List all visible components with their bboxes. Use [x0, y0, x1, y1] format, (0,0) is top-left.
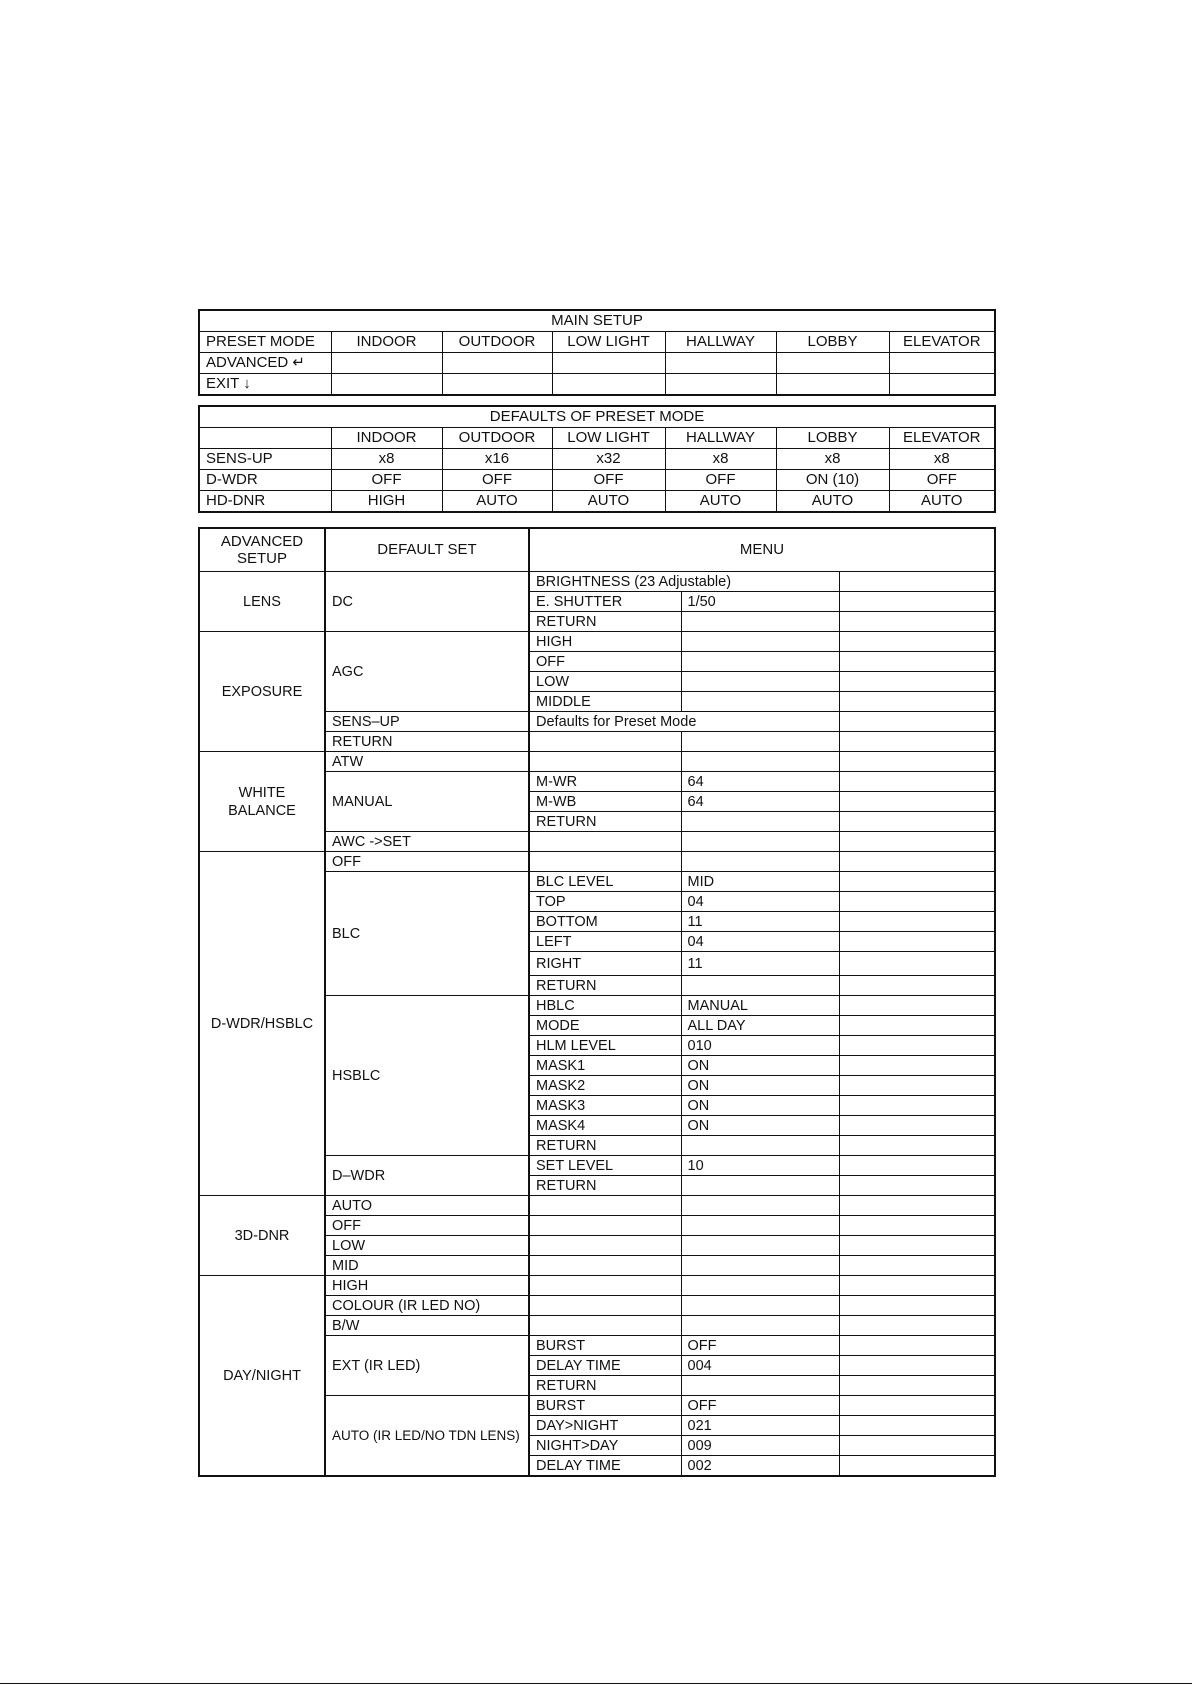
category-exposure: EXPOSURE — [199, 632, 325, 752]
menu-item — [529, 1236, 681, 1256]
main-setup-table — [198, 309, 996, 396]
table-row — [199, 572, 995, 592]
menu-item: Defaults for Preset Mode — [529, 712, 839, 732]
menu-value — [681, 832, 839, 852]
menu-value — [681, 1236, 839, 1256]
menu-value — [681, 1276, 839, 1296]
menu-value — [681, 1376, 839, 1396]
advanced-setup-table — [198, 527, 996, 1477]
menu-value — [681, 812, 839, 832]
table-row — [199, 428, 995, 449]
menu-item: BRIGHTNESS (23 Adjustable) — [529, 572, 839, 592]
menu-value: 010 — [681, 1036, 839, 1056]
menu-value — [681, 732, 839, 752]
menu-item — [529, 1216, 681, 1236]
default-blc: BLC — [325, 872, 529, 996]
menu-item: MASK3 — [529, 1096, 681, 1116]
row-label: D-WDR — [199, 470, 331, 491]
cell-value: AUTO — [552, 491, 665, 513]
default-high: HIGH — [325, 1276, 529, 1296]
page-footer-rule — [0, 1683, 1192, 1684]
menu-item: LEFT — [529, 932, 681, 952]
menu-value — [681, 652, 839, 672]
menu-item: MASK1 — [529, 1056, 681, 1076]
menu-item — [529, 1256, 681, 1276]
category-day-night: DAY/NIGHT — [199, 1276, 325, 1477]
cell-value: OFF — [552, 470, 665, 491]
mode-outdoor: OUTDOOR — [442, 428, 552, 449]
table-row — [199, 1196, 995, 1216]
menu-item: MODE — [529, 1016, 681, 1036]
table-row — [199, 752, 995, 772]
menu-value — [681, 1296, 839, 1316]
menu-value: OFF — [681, 1396, 839, 1416]
menu-item — [529, 752, 681, 772]
menu-item — [529, 732, 681, 752]
mode-elevator: ELEVATOR — [889, 332, 995, 353]
menu-item — [529, 1196, 681, 1216]
menu-item — [529, 852, 681, 872]
cell-value: ON (10) — [776, 470, 889, 491]
cell-value: x8 — [665, 449, 776, 470]
menu-value: 11 — [681, 912, 839, 932]
menu-value — [681, 1136, 839, 1156]
default-hsblc: HSBLC — [325, 996, 529, 1156]
menu-value: 009 — [681, 1436, 839, 1456]
cell-value: AUTO — [442, 491, 552, 513]
exit-label: EXIT ↓ — [199, 374, 331, 396]
menu-item: LOW — [529, 672, 681, 692]
mode-elevator: ELEVATOR — [889, 428, 995, 449]
menu-value: 04 — [681, 932, 839, 952]
default-return: RETURN — [325, 732, 529, 752]
mode-hallway: HALLWAY — [665, 332, 776, 353]
defaults-title: DEFAULTS OF PRESET MODE — [199, 406, 995, 428]
menu-item: RETURN — [529, 612, 681, 632]
default-auto-ir-led: AUTO (IR LED/NO TDN LENS) — [325, 1396, 529, 1477]
default-awc-set: AWC ->SET — [325, 832, 529, 852]
menu-item: BURST — [529, 1336, 681, 1356]
menu-item — [529, 832, 681, 852]
menu-value — [681, 752, 839, 772]
menu-item: BOTTOM — [529, 912, 681, 932]
menu-value — [681, 1216, 839, 1236]
menu-item: OFF — [529, 652, 681, 672]
table-row — [199, 449, 995, 470]
menu-item: BLC LEVEL — [529, 872, 681, 892]
cell-value: AUTO — [889, 491, 995, 513]
menu-item — [529, 1316, 681, 1336]
category-lens: LENS — [199, 572, 325, 632]
preset-mode-label: PRESET MODE — [199, 332, 331, 353]
default-ext-ir-led: EXT (IR LED) — [325, 1336, 529, 1396]
default-low: LOW — [325, 1236, 529, 1256]
menu-value: 004 — [681, 1356, 839, 1376]
menu-value: 021 — [681, 1416, 839, 1436]
menu-item: MIDDLE — [529, 692, 681, 712]
menu-value: ON — [681, 1096, 839, 1116]
menu-item: HLM LEVEL — [529, 1036, 681, 1056]
advanced-label: ADVANCED ↵ — [199, 353, 331, 374]
default-dc: DC — [325, 572, 529, 632]
menu-value: ON — [681, 1056, 839, 1076]
cell-value: OFF — [665, 470, 776, 491]
mode-lobby: LOBBY — [776, 428, 889, 449]
mode-low-light: LOW LIGHT — [552, 332, 665, 353]
menu-value: OFF — [681, 1336, 839, 1356]
cell-value: HIGH — [331, 491, 442, 513]
table-row — [199, 332, 995, 353]
menu-item: HIGH — [529, 632, 681, 652]
menu-item — [529, 1296, 681, 1316]
menu-value — [681, 1196, 839, 1216]
menu-value — [681, 612, 839, 632]
menu-value: ON — [681, 1076, 839, 1096]
menu-item: E. SHUTTER — [529, 592, 681, 612]
main-setup-title: MAIN SETUP — [199, 310, 995, 332]
mode-indoor: INDOOR — [331, 428, 442, 449]
menu-value — [681, 1256, 839, 1276]
menu-value — [681, 1316, 839, 1336]
default-colour: COLOUR (IR LED NO) — [325, 1296, 529, 1316]
cell-value: x32 — [552, 449, 665, 470]
cell-value: x16 — [442, 449, 552, 470]
menu-item: NIGHT>DAY — [529, 1436, 681, 1456]
row-label: SENS-UP — [199, 449, 331, 470]
menu-value: ON — [681, 1116, 839, 1136]
mode-indoor: INDOOR — [331, 332, 442, 353]
menu-value: 64 — [681, 772, 839, 792]
menu-value: 10 — [681, 1156, 839, 1176]
cell-value: AUTO — [776, 491, 889, 513]
menu-item: RETURN — [529, 976, 681, 996]
mode-hallway: HALLWAY — [665, 428, 776, 449]
menu-item: MASK4 — [529, 1116, 681, 1136]
menu-value: 002 — [681, 1456, 839, 1477]
menu-value: 04 — [681, 892, 839, 912]
default-sens-up: SENS–UP — [325, 712, 529, 732]
cell-value: OFF — [442, 470, 552, 491]
table-row — [199, 491, 995, 513]
default-d-wdr: D–WDR — [325, 1156, 529, 1196]
default-auto: AUTO — [325, 1196, 529, 1216]
menu-value — [681, 976, 839, 996]
menu-item: BURST — [529, 1396, 681, 1416]
default-off: OFF — [325, 1216, 529, 1236]
advanced-setup-header: ADVANCED SETUP — [199, 528, 325, 572]
default-off: OFF — [325, 852, 529, 872]
menu-item: HBLC — [529, 996, 681, 1016]
menu-item: M-WR — [529, 772, 681, 792]
menu-value: 1/50 — [681, 592, 839, 612]
default-bw: B/W — [325, 1316, 529, 1336]
menu-value — [681, 672, 839, 692]
menu-item: DELAY TIME — [529, 1356, 681, 1376]
category-3d-dnr: 3D-DNR — [199, 1196, 325, 1276]
default-manual: MANUAL — [325, 772, 529, 832]
mode-lobby: LOBBY — [776, 332, 889, 353]
table-row — [199, 852, 995, 872]
menu-item: RIGHT — [529, 952, 681, 976]
menu-value — [681, 1176, 839, 1196]
menu-header: MENU — [529, 528, 995, 572]
menu-item: TOP — [529, 892, 681, 912]
defaults-table — [198, 405, 996, 513]
category-white-balance: WHITE BALANCE — [199, 752, 325, 852]
menu-value — [681, 692, 839, 712]
table-row — [199, 353, 995, 374]
category-d-wdr-hsblc: D-WDR/HSBLC — [199, 852, 325, 1196]
menu-item: SET LEVEL — [529, 1156, 681, 1176]
cell-value: x8 — [776, 449, 889, 470]
menu-value: ALL DAY — [681, 1016, 839, 1036]
default-atw: ATW — [325, 752, 529, 772]
table-row — [199, 632, 995, 652]
mode-low-light: LOW LIGHT — [552, 428, 665, 449]
menu-item: RETURN — [529, 1176, 681, 1196]
menu-value — [681, 632, 839, 652]
default-agc: AGC — [325, 632, 529, 712]
cell-value: x8 — [331, 449, 442, 470]
table-row — [199, 1276, 995, 1296]
menu-item: RETURN — [529, 1136, 681, 1156]
default-mid: MID — [325, 1256, 529, 1276]
cell-value: AUTO — [665, 491, 776, 513]
menu-value: 64 — [681, 792, 839, 812]
menu-value: 11 — [681, 952, 839, 976]
table-row — [199, 374, 995, 396]
menu-item: RETURN — [529, 812, 681, 832]
menu-value: MID — [681, 872, 839, 892]
menu-item: DELAY TIME — [529, 1456, 681, 1477]
default-set-header: DEFAULT SET — [325, 528, 529, 572]
cell-value: x8 — [889, 449, 995, 470]
cell-value: OFF — [889, 470, 995, 491]
menu-value — [681, 852, 839, 872]
menu-value: MANUAL — [681, 996, 839, 1016]
menu-item: M-WB — [529, 792, 681, 812]
mode-outdoor: OUTDOOR — [442, 332, 552, 353]
table-row — [199, 470, 995, 491]
menu-item: DAY>NIGHT — [529, 1416, 681, 1436]
cell-value: OFF — [331, 470, 442, 491]
row-label: HD-DNR — [199, 491, 331, 513]
menu-item: MASK2 — [529, 1076, 681, 1096]
menu-item: RETURN — [529, 1376, 681, 1396]
menu-item — [529, 1276, 681, 1296]
